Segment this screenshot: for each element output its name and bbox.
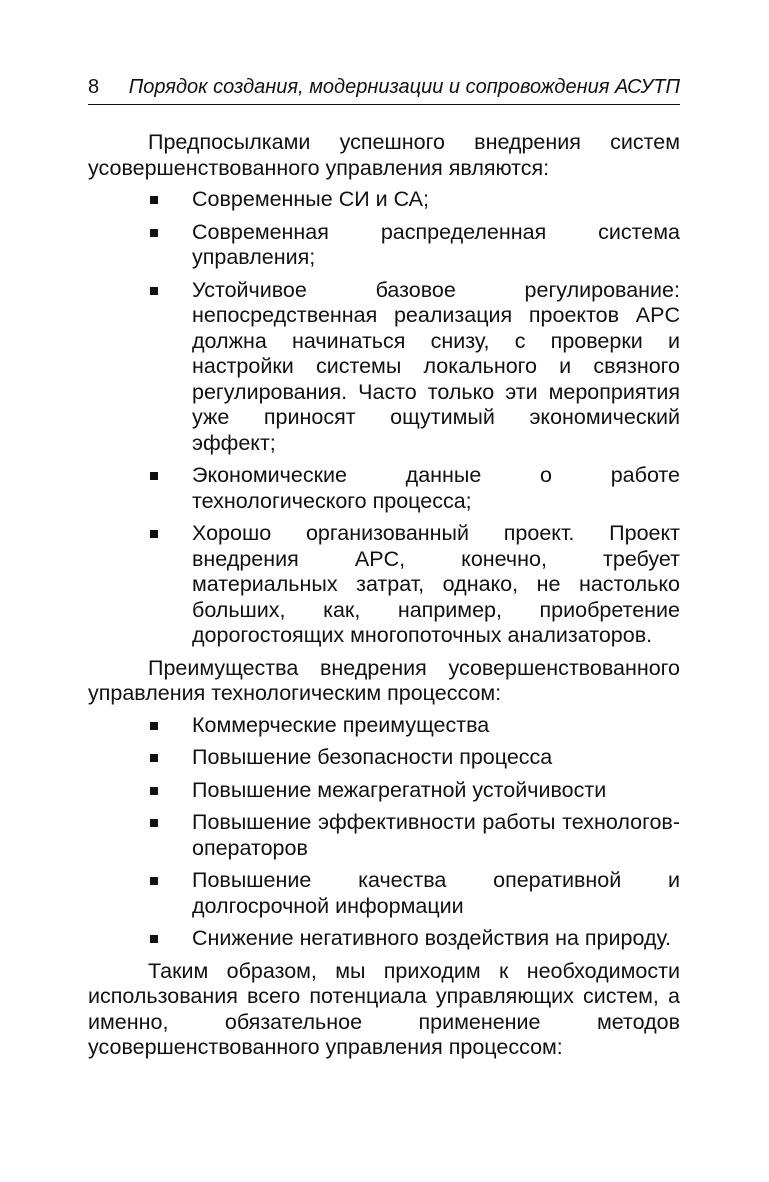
bullet-square-icon — [150, 819, 158, 827]
list-item-text: Устойчивое базовое регулирование: непосредственная реализация проектов APC должна начинаться снизу, с проверки и настройки системы локального и связного регулирования. Часто только эти мероприятия уже приносят ощутимый экономический эффект; — [192, 277, 680, 455]
running-title: Порядок создания, модернизации и сопровождения АСУТП — [128, 76, 680, 98]
list-item — [88, 810, 680, 861]
list-item — [88, 220, 680, 271]
list-item-text: Экономические данные о работе технологического процесса; — [192, 463, 680, 513]
list-item-text: Повышение межагрегатной устойчивости — [192, 777, 607, 802]
bullet-square-icon — [150, 530, 158, 538]
list-item — [88, 278, 680, 457]
list-item-text: Снижение негативного воздействия на природу. — [192, 926, 672, 950]
list-item — [88, 926, 680, 952]
list-item-text: Коммерческие преимущества — [192, 712, 490, 737]
paragraph-prerequisites: Предпосылками успешного внедрения систем усовершенствованного управления являются: — [88, 130, 680, 180]
list-item — [88, 778, 680, 804]
list-item — [88, 745, 680, 771]
list-item — [88, 868, 680, 919]
page-header — [88, 74, 680, 105]
list-item — [88, 463, 680, 514]
bullet-square-icon — [150, 229, 158, 237]
advantages-list — [88, 713, 680, 952]
prerequisites-list — [88, 187, 680, 649]
paragraph-conclusion: Таким образом, мы приходим к необходимости использования всего потенциала управляющих систем, а именно, обязательное применение методов усовершенствованного управления процессом: — [88, 958, 680, 1059]
bullet-square-icon — [150, 787, 158, 795]
page-body — [88, 130, 680, 1061]
list-item-text: Повышение безопасности процесса — [192, 745, 553, 769]
page-number: 8 — [88, 76, 100, 98]
bullet-square-icon — [150, 754, 158, 762]
list-item-text: Хорошо организованный проект. Проект внедрения APC, конечно, требует материальных затрат, однако, не настолько больших, как, например, приобретение дорогостоящих многопоточных анализаторов. — [192, 521, 680, 647]
bullet-square-icon — [150, 877, 158, 885]
list-item-text: Повышение эффективности работы технологов-операторов — [192, 810, 680, 860]
list-item-text: Современная распределенная система управления; — [192, 219, 680, 269]
bullet-square-icon — [150, 935, 158, 943]
paragraph-advantages: Преимущества внедрения усовершенствованного управления технологическим процессом: — [88, 655, 680, 705]
list-item — [88, 521, 680, 649]
list-item-text: Повышение качества оперативной и долгосрочной информации — [192, 868, 680, 918]
bullet-square-icon — [150, 722, 158, 730]
list-item-text: Современные СИ и СА; — [192, 187, 429, 211]
bullet-square-icon — [150, 287, 158, 295]
bullet-square-icon — [150, 472, 158, 480]
bullet-square-icon — [150, 196, 158, 204]
list-item — [88, 713, 680, 739]
list-item — [88, 187, 680, 213]
